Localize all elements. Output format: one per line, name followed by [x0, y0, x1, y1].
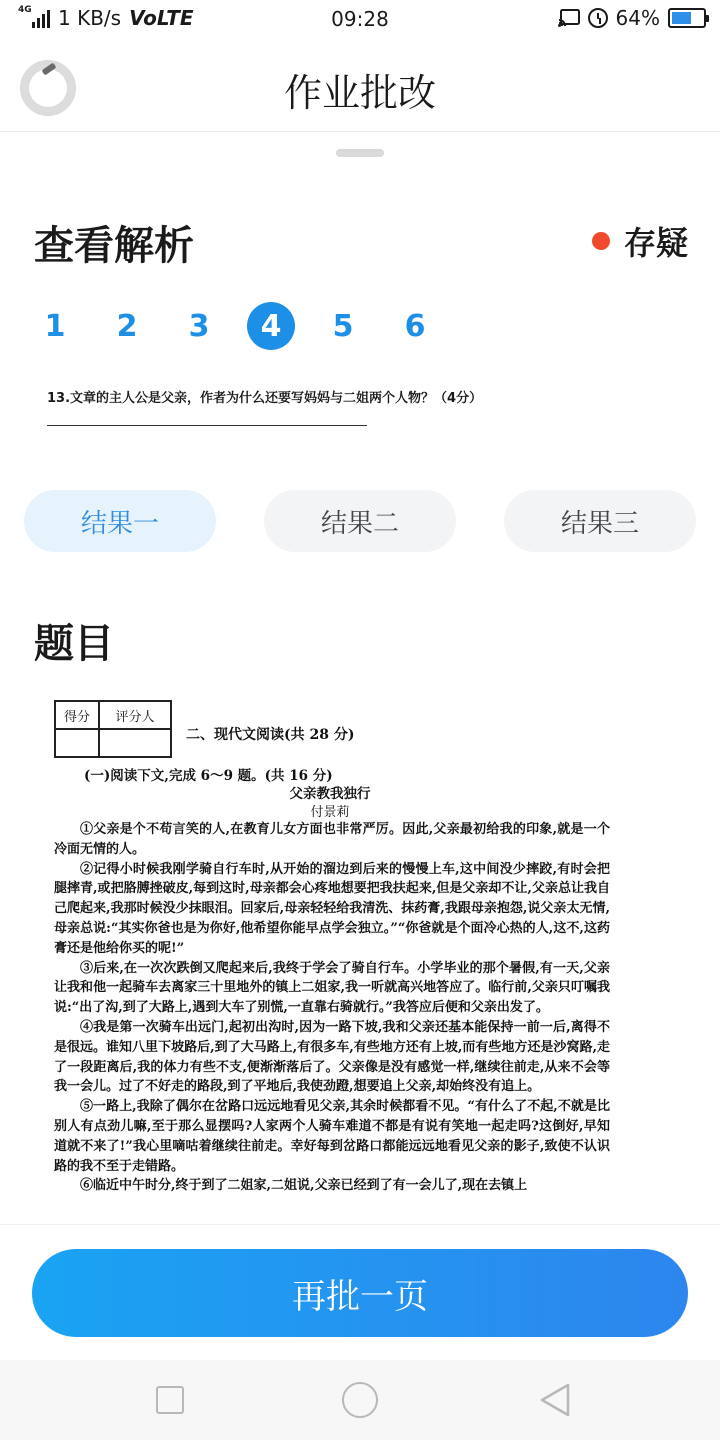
grade-another-page-button[interactable]: 再批一页 [32, 1249, 688, 1337]
recent-apps-icon[interactable] [156, 1386, 184, 1414]
app-header [0, 38, 720, 132]
tab-result-3[interactable]: 结果三 [504, 490, 696, 552]
doubt-toggle[interactable] [592, 218, 688, 264]
page-number-6[interactable]: 6 [404, 308, 426, 344]
doubt-dot-icon [592, 232, 610, 250]
network-speed: 1 KB/s [58, 6, 122, 30]
article-body [54, 820, 610, 1196]
volte-label: VoLTE [129, 6, 194, 30]
page-number-1[interactable]: 1 [44, 308, 66, 344]
page-number-5[interactable]: 5 [332, 308, 354, 344]
status-bar [0, 0, 720, 38]
grader-cell [99, 729, 171, 757]
result-tabs [24, 490, 696, 552]
article-paragraph: ③后来,在一次次跌倒又爬起来后,我终于学会了骑自行车。小学毕业的那个暑假,有一天,父亲让我和他一起骑车去离家三十里地外的镇上二姐家,我一听就高兴地答应了。临行前,父亲只叮嘱我说:“出了沟,到了大路上,遇到大车了别慌,一直靠右骑就行。”我答应后便和父亲出发了。 [54, 960, 610, 1016]
score-col-label: 得分 [55, 701, 99, 729]
page-title: 作业批改 [283, 71, 436, 115]
battery-percent: 64% [615, 6, 660, 30]
tab-result-1[interactable]: 结果一 [24, 490, 216, 552]
article-paragraph: ⑥临近中午时分,终于到了二姐家,二姐说,父亲已经到了有一会儿了,现在去镇上 [80, 1178, 528, 1194]
answer-line [47, 425, 367, 426]
alarm-icon [588, 8, 608, 28]
article-paragraph: ④我是第一次骑车出远门,起初出沟时,因为一路下坡,我和父亲还基本能保持一前一后,离得不是很远。谁知八里下坡路后,到了大马路上,有很多车,有些地方还有上坡,而有些地方还是沙窝路,走了一段距离后,我的体力有些不支,便渐渐落后了。父亲像是没有感觉一样,继续往前走,从来不会等我一会儿。过了不好走的路段,到了平地后,我使劲蹬,想要追上父亲,却始终没有追上。 [54, 1019, 610, 1095]
article-author: 付景莉 [310, 805, 350, 820]
article-paragraph: ②记得小时候我刚学骑自行车时,从开始的溜边到后来的慢慢上车,这中间没少摔跤,有时会把腿摔青,或把胳膊挫破皮,每到这时,母亲都会心疼地想要把我扶起来,但是父亲却不让,父亲总让我自己爬起来,我那时候没少抹眼泪。回家后,母亲轻轻给我清洗、抹药膏,我跟母亲抱怨,说父亲太无情,母亲总说:“其实你爸也是为你好,他希望你能早点学会独立。”“你爸就是个面冷心热的人,这不,这药膏还是他给你买的呢!” [54, 861, 610, 956]
analysis-title: 查看解析 [34, 223, 194, 269]
scanned-problem-image [40, 690, 620, 1224]
network-tag: 4G [18, 5, 32, 15]
battery-fill [672, 12, 691, 24]
reading-intro: (一)阅读下文,完成 6～9 题。(共 16 分) [84, 768, 333, 784]
drag-handle[interactable] [336, 149, 384, 157]
grader-col-label: 评分人 [99, 701, 171, 729]
page-number-2[interactable]: 2 [116, 308, 138, 344]
score-table [54, 700, 172, 758]
question-text: 13.文章的主人公是父亲，作者为什么还要写妈妈与二姐两个人物？（4分） [47, 391, 483, 406]
problem-title: 题目 [34, 621, 114, 667]
doubt-label: 存疑 [623, 224, 688, 262]
tab-result-2[interactable]: 结果二 [264, 490, 456, 552]
page-number-4[interactable]: 4 [247, 302, 295, 350]
back-icon[interactable] [538, 1382, 572, 1418]
score-cell [55, 729, 99, 757]
page-number-3[interactable]: 3 [188, 308, 210, 344]
section-heading: 二、现代文阅读(共 28 分) [186, 727, 355, 743]
status-time: 09:28 [331, 7, 389, 31]
article-paragraph: ⑤一路上,我除了偶尔在岔路口远远地看见父亲,其余时候都看不见。“有什么了不起,不就是比别人有点劲儿嘛,至于那么显摆吗?人家两个人骑车难道不都是有说有笑地一起走吗?这倒好,早知道就不来了!”我心里嘀咕着继续往前走。幸好每到岔路口都能远远地看见父亲的影子,致使不认识路的我不至于走错路。 [54, 1099, 610, 1174]
home-icon[interactable] [342, 1382, 378, 1418]
battery-icon [668, 8, 706, 28]
status-right [558, 6, 706, 30]
cast-icon [558, 9, 580, 27]
article-title: 父亲教我独行 [289, 786, 371, 802]
article-paragraph: ①父亲是个不苟言笑的人,在教育儿女方面也非常严厉。因此,父亲最初给我的印象,就是一个冷面无情的人。 [54, 822, 610, 857]
system-nav-bar [0, 1360, 720, 1440]
question-page-selector [31, 302, 439, 350]
